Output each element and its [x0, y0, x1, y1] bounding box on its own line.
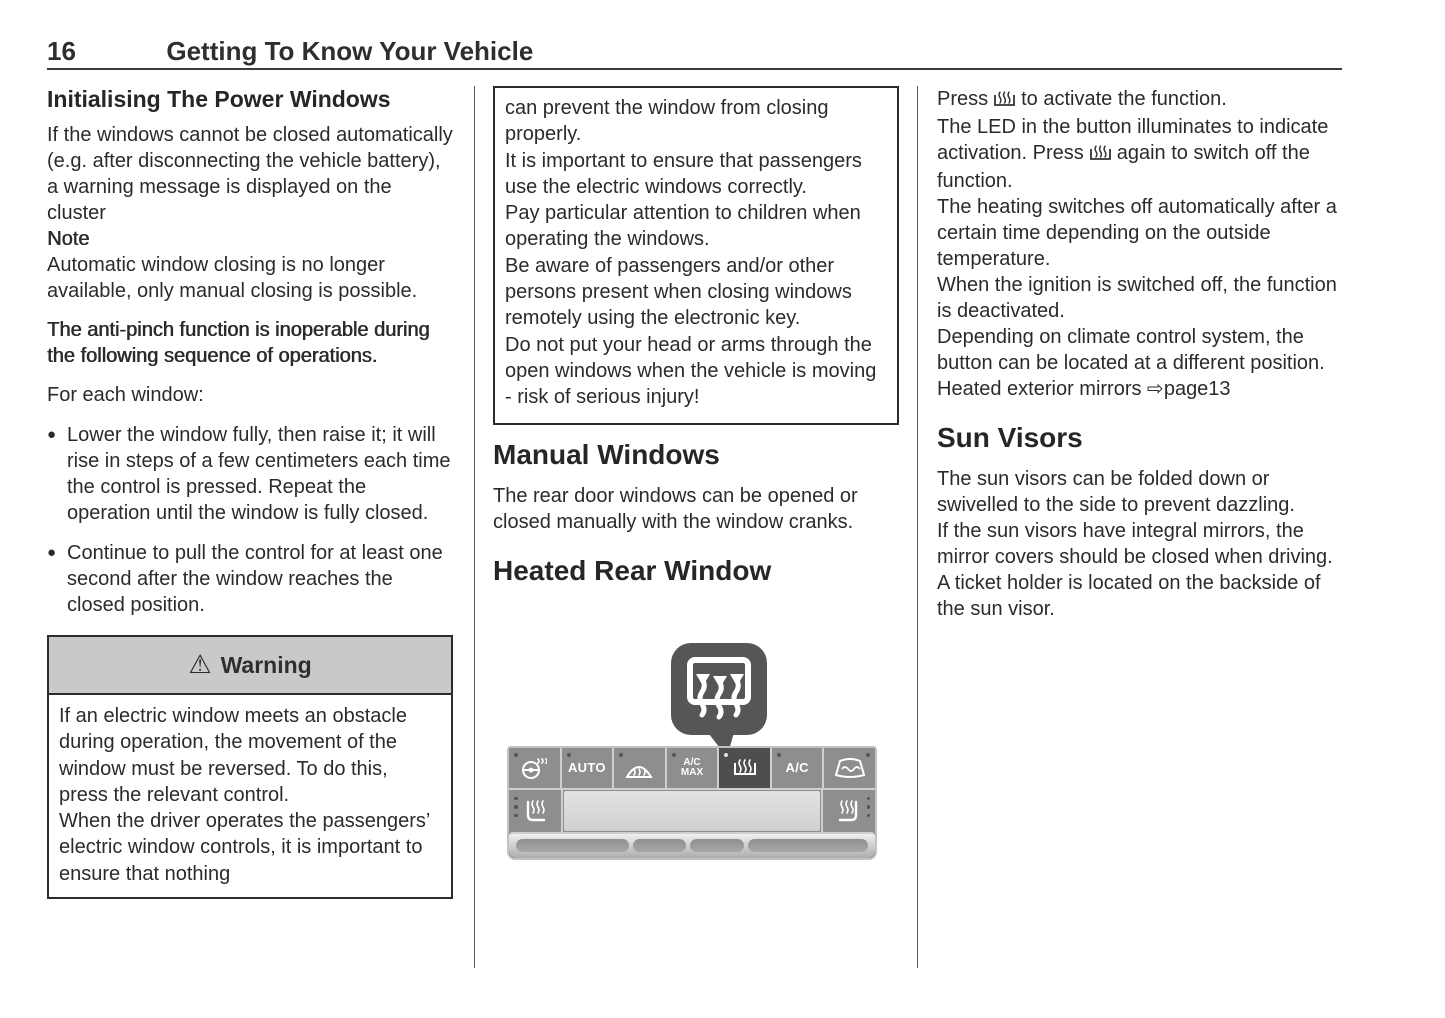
- paragraph: When the ignition is switched off, the function is deactivated.: [937, 274, 1337, 322]
- warning-text: It is important to ensure that passengers use the electric windows correctly.: [505, 149, 862, 198]
- warning-text: Pay particular attention to children when operating the windows.: [505, 202, 861, 251]
- text: to activate the function.: [1021, 88, 1227, 110]
- warning-text: If an electric window meets an obstacle during operation, the movement of the window must be reversed. To do this, press the relevant control.: [59, 705, 407, 806]
- paragraph: The sun visors can be folded down or swivelled to the side to prevent dazzling.: [937, 468, 1295, 516]
- bullet-list: [47, 422, 453, 618]
- paragraph: A ticket holder is located on the backside of the sun visor.: [937, 572, 1321, 620]
- page-title: Getting To Know Your Vehicle: [166, 36, 534, 66]
- paragraph: [937, 86, 1342, 114]
- bullet-marker: ●: [47, 426, 57, 443]
- led-indicator: [672, 753, 676, 757]
- paragraph: [937, 114, 1342, 194]
- bottom-bar-segment[interactable]: [633, 839, 686, 852]
- note-label: Note: [47, 228, 90, 250]
- rear-defrost-callout-icon: [669, 643, 773, 763]
- windshield-demist-button[interactable]: [824, 748, 875, 788]
- section-heading-initialising: Initialising The Power Windows: [47, 86, 391, 112]
- ac-max-line2: MAX: [680, 766, 704, 778]
- paragraph: Automatic window closing is no longer available, only manual closing is possible.: [47, 254, 418, 302]
- ac-button-label: A/C: [785, 760, 809, 776]
- led-indicator: [619, 753, 623, 757]
- warning-title: Warning: [220, 651, 312, 678]
- heated-seat-right-button[interactable]: [821, 790, 875, 832]
- climate-control-panel: [507, 746, 877, 860]
- right-column: [937, 86, 1342, 622]
- bottom-bar-segment[interactable]: [690, 839, 743, 852]
- text: The LED in the button illuminates to indicate activation. Press: [937, 116, 1329, 164]
- paragraph: The rear door windows can be opened or closed manually with the window cranks.: [493, 484, 858, 533]
- bottom-bar-segment[interactable]: [516, 839, 629, 852]
- list-item-text: Continue to pull the control for at least one second after the window reaches the closed position.: [67, 542, 443, 616]
- ac-max-button[interactable]: [667, 748, 720, 788]
- heat-level-dots: [867, 797, 871, 818]
- left-column: [47, 86, 453, 899]
- column-divider: [917, 86, 918, 968]
- warning-continuation-box: [493, 86, 899, 425]
- windshield-demist-icon: [835, 758, 865, 778]
- auto-button-label: AUTO: [567, 760, 606, 776]
- ac-button[interactable]: [772, 748, 825, 788]
- rear-defrost-icon: [732, 758, 758, 778]
- led-indicator: [567, 753, 571, 757]
- led-indicator: [866, 753, 870, 757]
- bottom-bar-segment[interactable]: [748, 839, 868, 852]
- warning-box-body: [49, 695, 451, 897]
- column-divider: [474, 86, 475, 968]
- section-heading-heated-rear-window: Heated Rear Window: [493, 554, 772, 586]
- warning-text: Be aware of passengers and/or other persons present when closing windows remotely using the electronic key.: [505, 254, 852, 330]
- list-item: [47, 540, 453, 618]
- auto-button[interactable]: [562, 748, 615, 788]
- page-header: [47, 36, 1342, 67]
- rear-defrost-inline-icon: [1089, 142, 1112, 168]
- page-number: 16: [47, 36, 76, 66]
- warning-triangle-icon: ⚠: [188, 648, 212, 679]
- warning-text: Do not put your head or arms through the open windows when the vehicle is moving - risk of serious injury!: [505, 333, 877, 409]
- front-defrost-button[interactable]: [614, 748, 667, 788]
- paragraph: For each window:: [47, 384, 204, 406]
- heated-seat-left-button[interactable]: [509, 790, 563, 832]
- heat-level-dots: [514, 797, 518, 818]
- paragraph-antipinch: The anti-pinch function is inoperable during the following sequence of operations.: [47, 319, 430, 367]
- list-item-text: Lower the window fully, then raise it; it will rise in steps of a few centimeters each time the control is pressed. Repeat the operation until the window is fully closed.: [67, 424, 451, 524]
- paragraph: If the sun visors have integral mirrors, the mirror covers should be closed when driving.: [937, 520, 1333, 568]
- warning-text: can prevent the window from closing properly.: [505, 97, 829, 146]
- section-heading-sun-visors: Sun Visors: [937, 422, 1083, 453]
- ac-max-button-label: [681, 758, 703, 778]
- heated-seat-right-icon: [837, 798, 861, 824]
- rear-defrost-inline-icon: [993, 88, 1016, 114]
- climate-panel-illustration: [493, 643, 899, 855]
- front-defrost-icon: [625, 757, 653, 779]
- warning-box: [47, 635, 453, 899]
- header-rule: [47, 68, 1342, 70]
- heated-steering-wheel-button[interactable]: [509, 748, 562, 788]
- text: Press: [937, 88, 989, 110]
- climate-display: [564, 791, 820, 831]
- list-item: [47, 422, 453, 526]
- panel-bottom-bar: [509, 832, 875, 858]
- led-indicator: [514, 753, 518, 757]
- led-indicator: [777, 753, 781, 757]
- heated-seat-left-icon: [523, 798, 547, 824]
- rear-defrost-button[interactable]: [719, 748, 772, 788]
- paragraph: Depending on climate control system, the button can be located at a different position.: [937, 326, 1325, 374]
- middle-column: [493, 86, 899, 855]
- warning-text: When the driver operates the passengers’ electric window controls, it is important to ensure that nothing: [59, 810, 430, 885]
- page-reference: Heated exterior mirrors ⇨page13: [937, 378, 1231, 400]
- section-heading-manual-windows: Manual Windows: [493, 438, 720, 470]
- heated-steering-wheel-icon: [521, 756, 547, 780]
- led-indicator: [724, 753, 728, 757]
- text: again to switch off the function.: [937, 142, 1310, 192]
- warning-box-header: [49, 637, 451, 695]
- paragraph: The heating switches off automatically after a certain time depending on the outside temperature.: [937, 196, 1337, 270]
- ac-max-line1: A/C: [683, 756, 701, 768]
- paragraph: If the windows cannot be closed automatically (e.g. after disconnecting the vehicle battery), a warning message is displayed on the cluster: [47, 124, 453, 224]
- bullet-marker: ●: [47, 544, 57, 561]
